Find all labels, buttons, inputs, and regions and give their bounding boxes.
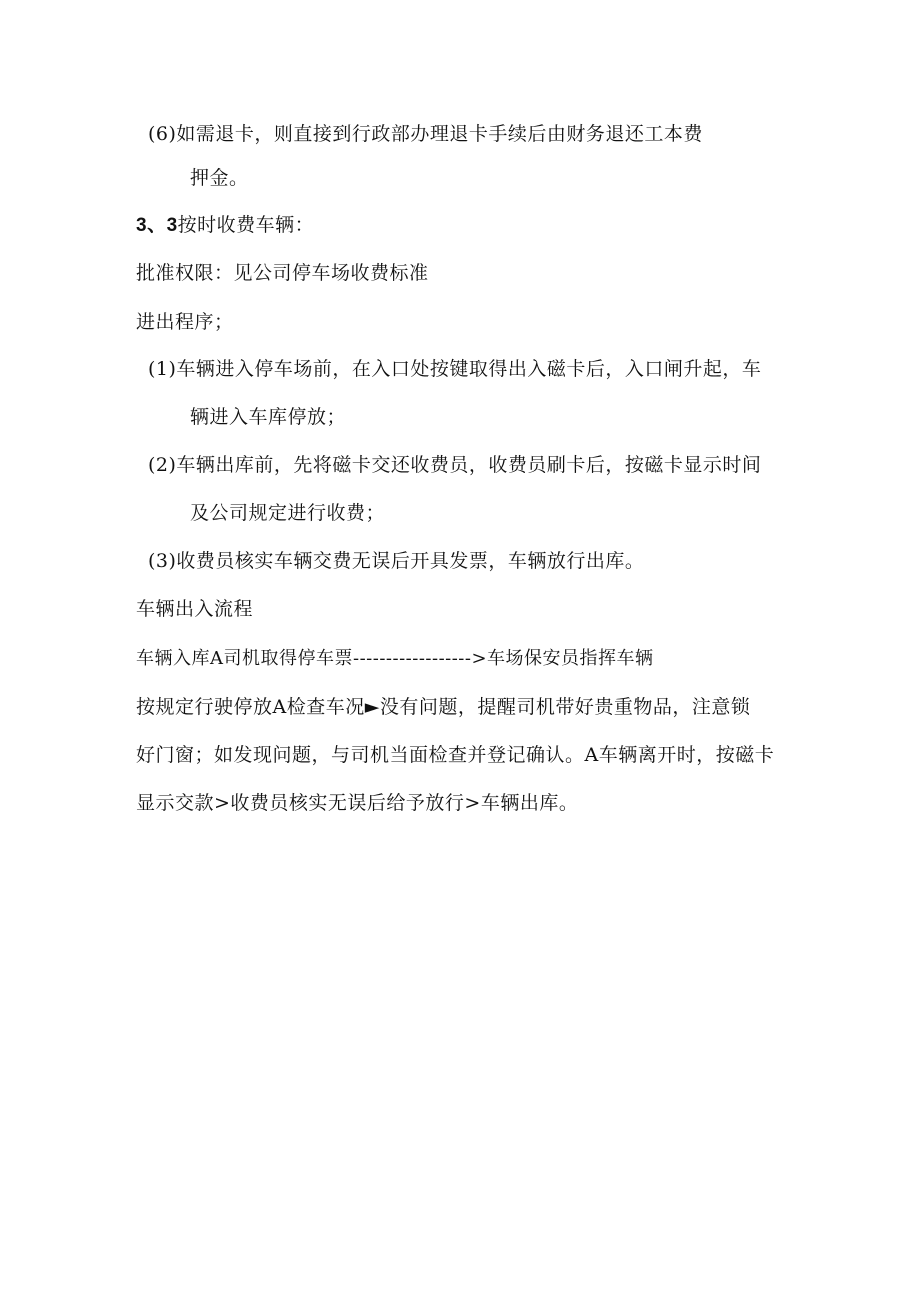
procedure-step-1: (1)车辆进入停车场前，在入口处按键取得出入磁卡后，入口闸升起，车 — [148, 358, 762, 380]
procedure-step-3: (3)收费员核实车辆交费无误后开具发票，车辆放行出库。 — [148, 550, 645, 572]
flow-line-3: 好门窗；如发现问题，与司机当面检查并登记确认。A车辆离开时，按磁卡 — [136, 744, 775, 766]
paragraph-refund-card: (6)如需退卡，则直接到行政部办理退卡手续后由财务退还工本费 — [148, 123, 703, 145]
procedure-step-2-cont: 及公司规定进行收费； — [190, 502, 386, 524]
flow-line-2: 按规定行驶停放A检查车况►没有问题，提醒司机带好贵重物品，注意锁 — [136, 696, 751, 718]
flow-line-1: 车辆入库A司机取得停车票------------------>车场保安员指挥车辆 — [136, 648, 654, 669]
approval-authority: 批准权限：见公司停车场收费标准 — [136, 262, 429, 284]
flow-line-4: 显示交款>收费员核实无误后给予放行>车辆出库。 — [136, 792, 579, 814]
flow-heading: 车辆出入流程 — [136, 598, 254, 620]
section-title: 按时收费车辆： — [177, 214, 315, 236]
procedure-heading: 进出程序； — [136, 311, 234, 333]
section-number: 3、3 — [136, 215, 178, 236]
paragraph-refund-card-cont: 押金。 — [190, 167, 249, 189]
procedure-step-1-cont: 辆进入车库停放； — [190, 406, 347, 428]
section-heading — [136, 212, 314, 239]
procedure-step-2: (2)车辆出库前，先将磁卡交还收费员，收费员刷卡后，按磁卡显示时间 — [148, 454, 762, 476]
